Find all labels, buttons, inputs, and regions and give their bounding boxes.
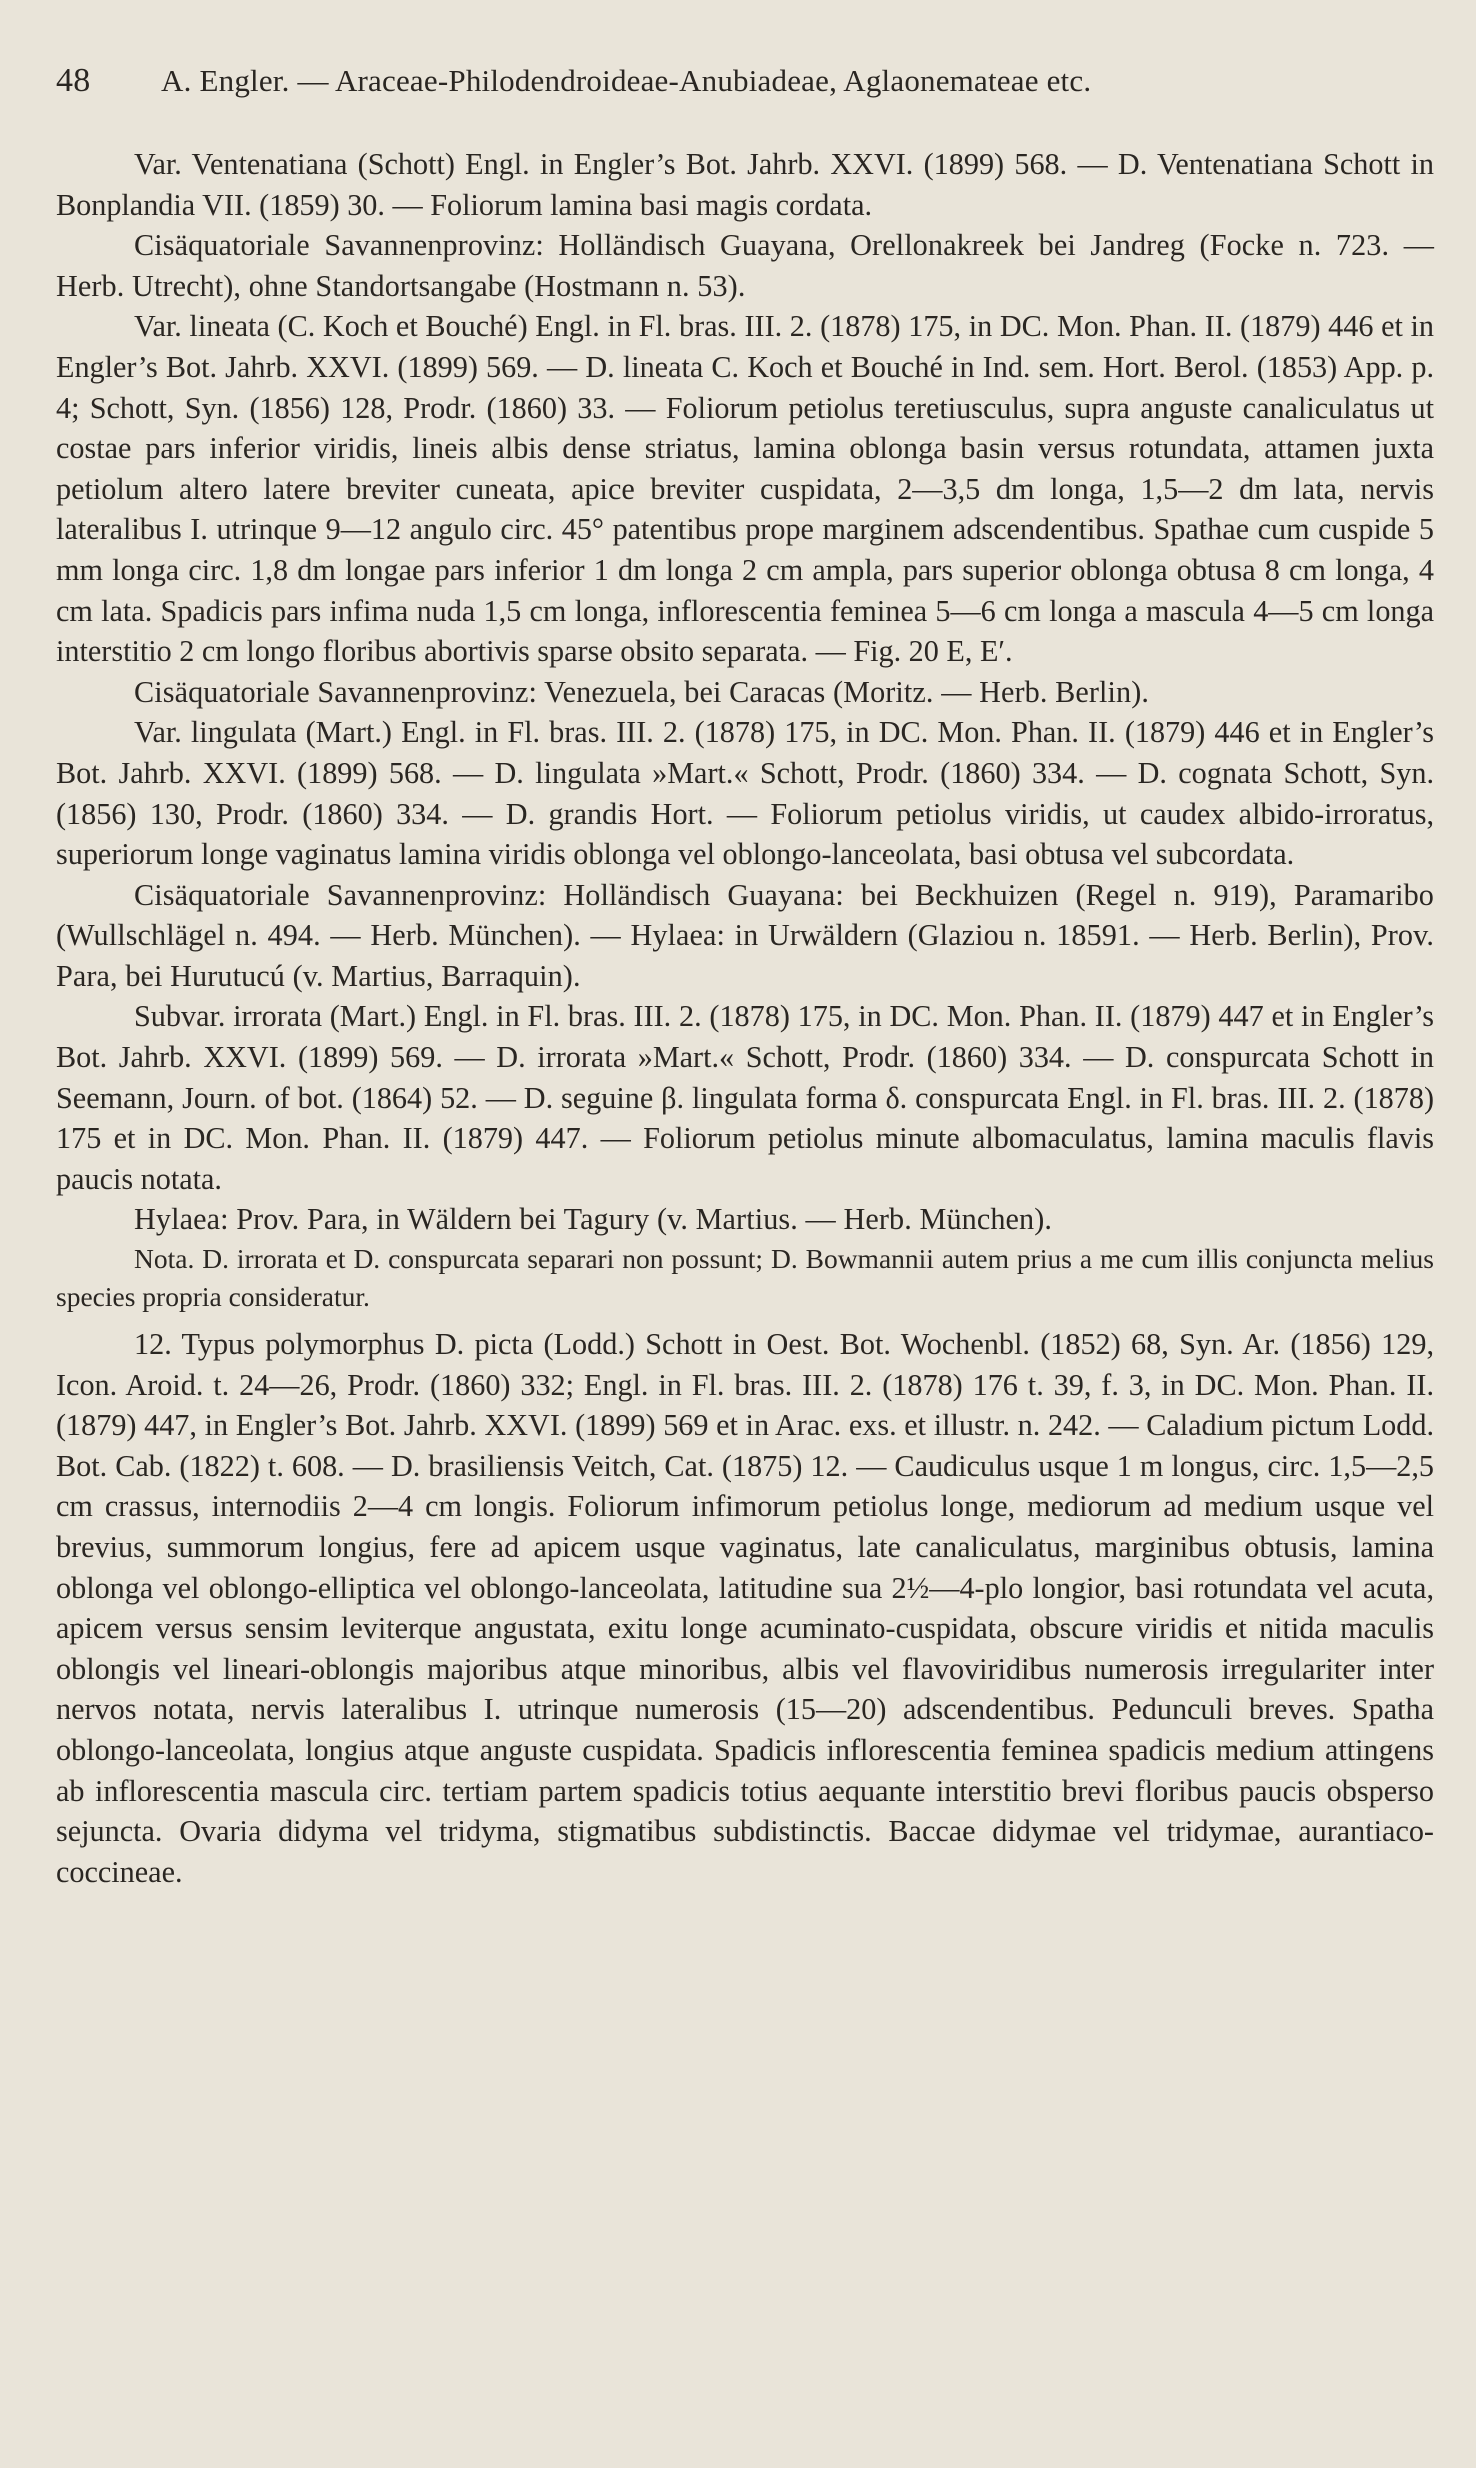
- running-head: [56, 62, 1434, 100]
- paragraph-nota: Nota. D. irrorata et D. conspurcata separari non possunt; D. Bowmannii autem prius a me cum illis conjuncta melius species propria consideratur.: [56, 1243, 1434, 1313]
- paragraph-locality-ventenatiana: Cisäquatoriale Savannenprovinz: Holländisch Guayana, Orellonakreek bei Jandreg (Focke n. 723. — Herb. Utrecht), ohne Standortsangabe (Hostmann n. 53).: [56, 228, 1434, 303]
- paragraph-locality-irrorata: Hylaea: Prov. Para, in Wäldern bei Tagury (v. Martius. — Herb. München).: [134, 1202, 1053, 1237]
- paragraph-var-ventenatiana: Var. Ventenatiana (Schott) Engl. in Engler’s Bot. Jahrb. XXVI. (1899) 568. — D. Ventenatiana Schott in Bonplandia VII. (1859) 30. — Foliorum lamina basi magis cordata.: [56, 147, 1434, 222]
- paragraph-var-lingulata: Var. lingulata (Mart.) Engl. in Fl. bras. III. 2. (1878) 175, in DC. Mon. Phan. II. (1879) 446 et in Engler’s Bot. Jahrb. XXVI. (1899) 568. — D. lingulata »Mart.« Schott, Prodr. (1860) 334. — D. cognata Schott, Syn. (1856) 130, Prodr. (1860) 334. — D. grandis Hort. — Foliorum petiolus viridis, ut caudex albido-irroratus, superiorum longe vaginatus lamina viridis oblonga vel oblongo-lanceolata, basi obtusa vel subcordata.: [56, 715, 1434, 872]
- paragraph-var-lineata: Var. lineata (C. Koch et Bouché) Engl. in Fl. bras. III. 2. (1878) 175, in DC. Mon. Phan. II. (1879) 446 et in Engler’s Bot. Jahrb. XXVI. (1899) 569. — D. lineata C. Koch et Bouché in Ind. sem. Hort. Berol. (1853) App. p. 4; Schott, Syn. (1856) 128, Prodr. (1860) 33. — Foliorum petiolus teretiusculus, supra anguste canaliculatus ut costae pars inferior viridis, lineis albis dense striatus, lamina oblonga basin versus rotundata, attamen juxta petiolum altero latere breviter cuneata, apice breviter cuspidata, 2—3,5 dm longa, 1,5—2 dm lata, nervis lateralibus I. utrinque 9—12 angulo circ. 45° patentibus prope marginem adscendentibus. Spathae cum cuspide 5 mm longa circ. 1,8 dm longae pars inferior 1 dm longa 2 cm ampla, pars superior oblonga obtusa 8 cm longa, 4 cm lata. Spadicis pars infima nuda 1,5 cm longa, inflorescentia feminea 5—6 cm longa a mascula 4—5 cm longa interstitio 2 cm longo floribus abortivis sparse obsito separata. — Fig. 20 E, E′.: [56, 309, 1434, 669]
- paragraph-d-picta: 12. Typus polymorphus D. picta (Lodd.) Schott in Oest. Bot. Wochenbl. (1852) 68, Syn. Ar. (1856) 129, Icon. Aroid. t. 24—26, Prodr. (1860) 332; Engl. in Fl. bras. III. 2. (1878) 176 t. 39, f. 3, in DC. Mon. Phan. II. (1879) 447, in Engler’s Bot. Jahrb. XXVI. (1899) 569 et in Arac. exs. et illustr. n. 242. — Caladium pictum Lodd. Bot. Cab. (1822) t. 608. — D. brasiliensis Veitch, Cat. (1875) 12. — Caudiculus usque 1 m longus, circ. 1,5—2,5 cm crassus, internodiis 2—4 cm longis. Foliorum infimorum petiolus longe, mediorum ad medium usque vel brevius, summorum longius, fere ad apicem usque vaginatus, late canaliculatus, marginibus obtusis, lamina oblonga vel oblongo-elliptica vel oblongo-lanceolata, latitudine sua 2½—4-plo longior, basi rotundata vel acuta, apicem versus sensim leviterque angustata, exitu longe acuminato-cuspidata, obscure viridis et nitida maculis oblongis vel lineari-oblongis majoribus atque minoribus, albis vel flavoviridibus numerosis irregulariter inter nervos notata, nervis lateralibus I. utrinque numerosis (15—20) adscendentibus. Pedunculi breves. Spatha oblongo-lanceolata, longius atque anguste cuspidata. Spadicis inflorescentia feminea spadicis medium attingens ab inflorescentia mascula circ. tertiam partem spadicis totius aequante interstitio brevi floribus paucis obsperso sejuncta. Ovaria didyma vel tridyma, stigmatibus subdistinctis. Baccae didymae vel tridymae, aurantiaco-coccineae.: [56, 1327, 1434, 1889]
- paragraph-locality-lingulata: Cisäquatoriale Savannenprovinz: Holländisch Guayana: bei Beckhuizen (Regel n. 919), Paramaribo (Wullschlägel n. 494. — Herb. München). — Hylaea: in Urwäldern (Glaziou n. 18591. — Herb. Berlin), Prov. Para, bei Hurutucú (v. Martius, Barraquin).: [56, 877, 1434, 993]
- paragraph-subvar-irrorata: Subvar. irrorata (Mart.) Engl. in Fl. bras. III. 2. (1878) 175, in DC. Mon. Phan. II. (1879) 447 et in Engler’s Bot. Jahrb. XXVI. (1899) 569. — D. irrorata »Mart.« Schott, Prodr. (1860) 334. — D. conspurcata Schott in Seemann, Journ. of bot. (1864) 52. — D. seguine β. lingulata forma δ. conspurcata Engl. in Fl. bras. III. 2. (1878) 175 et in DC. Mon. Phan. II. (1879) 447. — Foliorum petiolus minute albomaculatus, lamina maculis flavis paucis notata.: [56, 999, 1434, 1196]
- paragraph-locality-lineata: Cisäquatoriale Savannenprovinz: Venezuela, bei Caracas (Moritz. — Herb. Berlin).: [134, 674, 1150, 709]
- page-number: 48: [56, 62, 91, 99]
- spacer: [56, 1316, 1434, 1324]
- running-head-title: A. Engler. — Araceae-Philodendroideae-Anubiadeae, Aglaonemateae etc.: [161, 63, 1092, 98]
